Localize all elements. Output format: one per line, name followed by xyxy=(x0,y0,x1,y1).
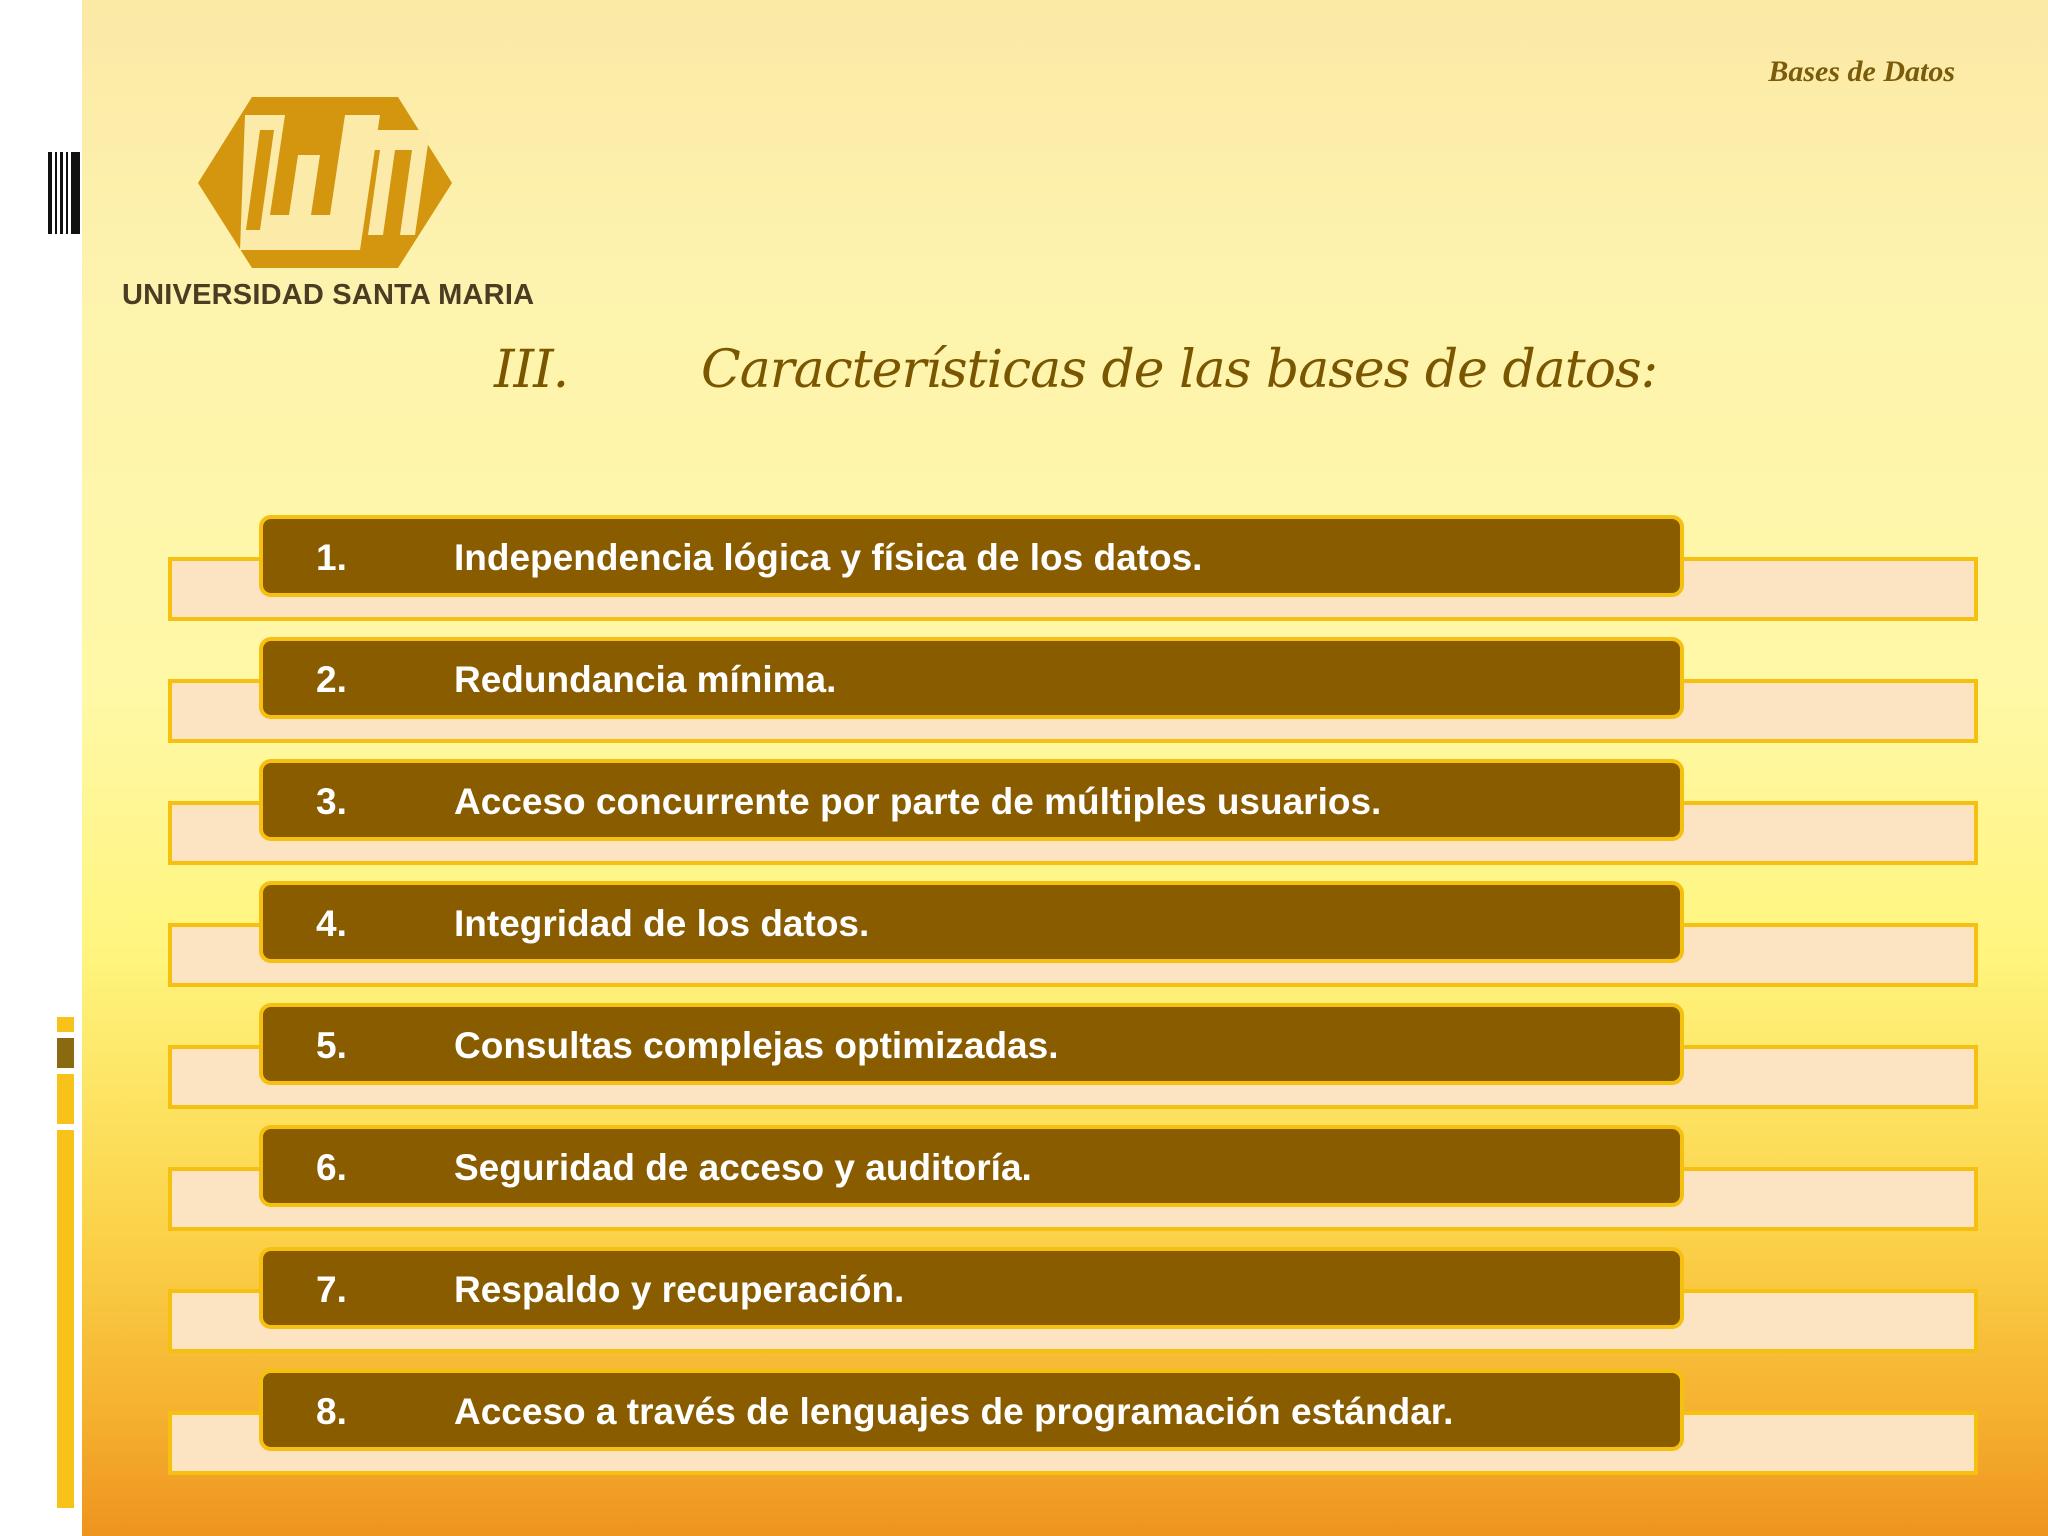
list-item-text: Acceso concurrente por parte de múltiples usuarios. xyxy=(454,781,1382,822)
list-item-number: 2. xyxy=(316,659,347,700)
list-item-bar xyxy=(259,1369,1684,1451)
list-item-text: Consultas complejas optimizadas. xyxy=(454,1025,1059,1066)
list-item-number: 8. xyxy=(316,1391,347,1432)
list-item-bar xyxy=(259,637,1684,719)
list-item-number: 5. xyxy=(316,1025,347,1066)
list-item-number: 6. xyxy=(316,1147,347,1188)
list-item-bar xyxy=(259,881,1684,963)
title-text: Características de las bases de datos: xyxy=(701,340,1658,400)
university-name: UNIVERSIDAD SANTA MARIA xyxy=(122,279,535,311)
list-item-number: 4. xyxy=(316,903,347,944)
list-item-number: 1. xyxy=(316,537,347,578)
course-header: Bases de Datos xyxy=(1768,55,1955,88)
list-item-bar xyxy=(259,1247,1684,1329)
list-item xyxy=(0,1125,2048,1235)
list-item xyxy=(0,1369,2048,1479)
list-item-bar xyxy=(259,1125,1684,1207)
list-item-text: Acceso a través de lenguajes de programación estándar. xyxy=(454,1391,1454,1432)
slide-title xyxy=(494,340,1657,400)
list-item-bar xyxy=(259,1003,1684,1085)
list-item xyxy=(0,1247,2048,1357)
list-item-text: Seguridad de acceso y auditoría. xyxy=(454,1147,1032,1188)
list-item-text: Independencia lógica y física de los datos. xyxy=(454,537,1203,578)
barcode-decoration xyxy=(48,152,80,234)
list-item xyxy=(0,881,2048,991)
list-item-number: 3. xyxy=(316,781,347,822)
list-item xyxy=(0,1003,2048,1113)
university-logo-icon xyxy=(190,95,460,270)
list-item xyxy=(0,637,2048,747)
list-item-bar xyxy=(259,759,1684,841)
list-item-number: 7. xyxy=(316,1269,347,1310)
title-number: III. xyxy=(494,340,569,400)
list-item-bar xyxy=(259,515,1684,597)
list-item xyxy=(0,515,2048,625)
list-item-text: Redundancia mínima. xyxy=(454,659,837,700)
list-item-text: Respaldo y recuperación. xyxy=(454,1269,905,1310)
list-item xyxy=(0,759,2048,869)
list-item-text: Integridad de los datos. xyxy=(454,903,870,944)
